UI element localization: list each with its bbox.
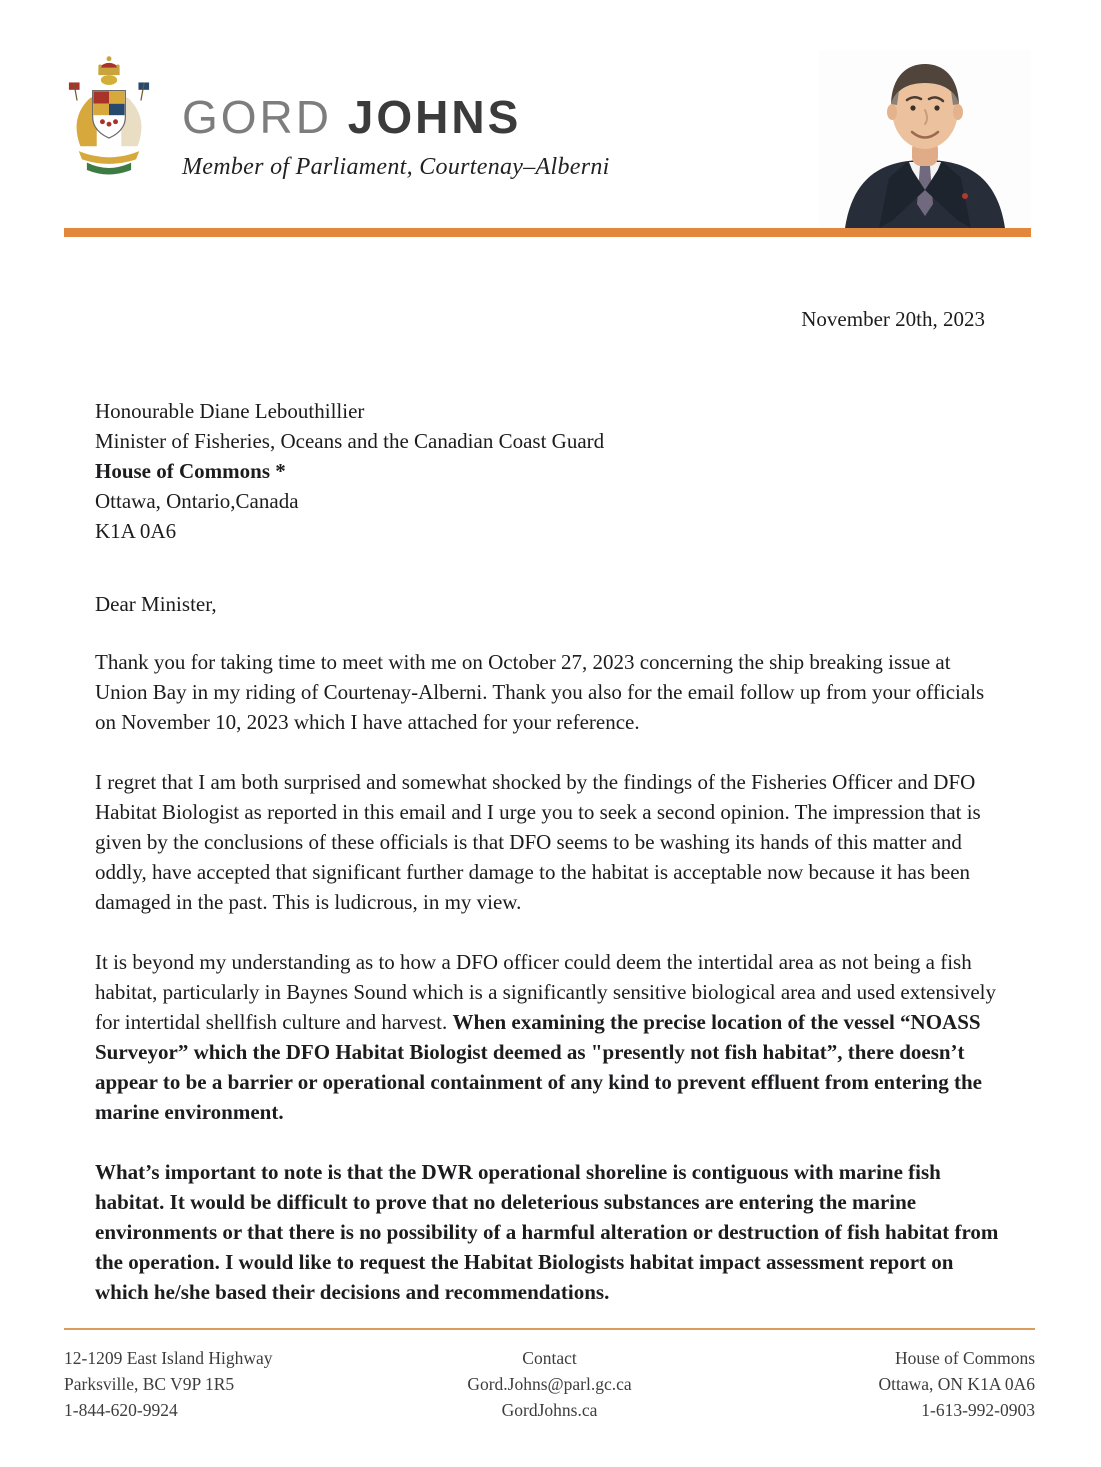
recipient-postal-code: K1A 0A6 bbox=[95, 519, 177, 543]
footer bbox=[64, 1328, 1035, 1423]
mp-last-name: JOHNS bbox=[347, 91, 522, 143]
mp-first-name: GORD bbox=[182, 91, 332, 143]
recipient-address bbox=[95, 396, 1001, 546]
footer-commons-column bbox=[711, 1345, 1035, 1423]
mp-portrait bbox=[819, 50, 1031, 228]
footer-city: Parksville, BC V9P 1R5 bbox=[64, 1374, 235, 1394]
letter-paragraph bbox=[95, 1157, 1001, 1307]
footer-website: GordJohns.ca bbox=[501, 1400, 598, 1420]
footer-commons-address: Ottawa, ON K1A 0A6 bbox=[878, 1374, 1036, 1394]
salutation: Dear Minister, bbox=[95, 592, 217, 616]
coat-of-arms-icon bbox=[64, 50, 154, 182]
recipient-name: Honourable Diane Lebouthillier bbox=[95, 399, 365, 423]
letter-date: November 20th, 2023 bbox=[801, 307, 985, 331]
mp-subtitle: Member of Parliament, Courtenay–Alberni bbox=[182, 154, 610, 180]
paragraph-segment-bold: What’s important to note is that the DWR operational shoreline is contiguous with marine fish habitat. It would be difficult to prove that no deleterious substances are entering the marine environments or that there is no possibility of a harmful alteration or destruction of fish habitat from the operation. I would like to request the Habitat Biologists habitat impact assessment report on which he/she based their decisions and recommendations. bbox=[95, 1160, 999, 1304]
footer-tollfree-phone: 1-844-620-9924 bbox=[64, 1400, 178, 1420]
recipient-city: Ottawa, Ontario,Canada bbox=[95, 489, 299, 513]
letterhead-name-block bbox=[182, 50, 610, 181]
footer-commons-phone: 1-613-992-0903 bbox=[921, 1400, 1036, 1420]
letterhead bbox=[0, 0, 1101, 228]
footer-contact-column bbox=[388, 1345, 712, 1423]
footer-contact-heading: Contact bbox=[522, 1348, 577, 1368]
footer-commons-name: House of Commons bbox=[895, 1348, 1036, 1368]
recipient-institution: House of Commons * bbox=[95, 459, 286, 483]
paragraph-segment: It is beyond my understanding as to how a DFO officer could deem the intertidal area as not being a fish habitat, particularly in Baynes Sound which is a significantly sensitive biological area and used extensively for intertidal shellfish culture and harvest. bbox=[95, 950, 997, 1034]
paragraph-segment: Thank you for taking time to meet with me on October 27, 2023 concerning the ship breaking issue at Union Bay in my riding of Courtenay-Alberni. Thank you also for the email follow up from your officials on November 10, 2023 which I have attached for your reference. bbox=[95, 650, 985, 734]
letter-paragraph bbox=[95, 647, 1001, 737]
footer-email: Gord.Johns@parl.gc.ca bbox=[467, 1374, 632, 1394]
letter-paragraph bbox=[95, 947, 1001, 1127]
letter-paragraphs bbox=[95, 647, 1001, 1307]
paragraph-segment-bold: When examining the precise location of the vessel “NOASS Surveyor” which the DFO Habitat Biologist deemed as "presently not fish habitat”, there doesn’t appear to be a barrier or operational containment of any kind to prevent effluent from entering the marine environment. bbox=[95, 1010, 982, 1124]
letter-paragraph bbox=[95, 767, 1001, 917]
accent-bar bbox=[64, 228, 1031, 237]
recipient-title: Minister of Fisheries, Oceans and the Canadian Coast Guard bbox=[95, 429, 605, 453]
paragraph-segment: I regret that I am both surprised and somewhat shocked by the findings of the Fisheries Officer and DFO Habitat Biologist as reported in this email and I urge you to seek a second opinion. The impression that is given by the conclusions of these officials is that DFO seems to be washing its hands of this matter and oddly, have accepted that significant further damage to the habitat is acceptable now because it has been damaged in the past. This is ludicrous, in my view. bbox=[95, 770, 981, 914]
footer-address-column bbox=[64, 1345, 388, 1423]
letter-body bbox=[0, 307, 1101, 1307]
mp-name bbox=[182, 91, 610, 143]
footer-street: 12-1209 East Island Highway bbox=[64, 1348, 273, 1368]
